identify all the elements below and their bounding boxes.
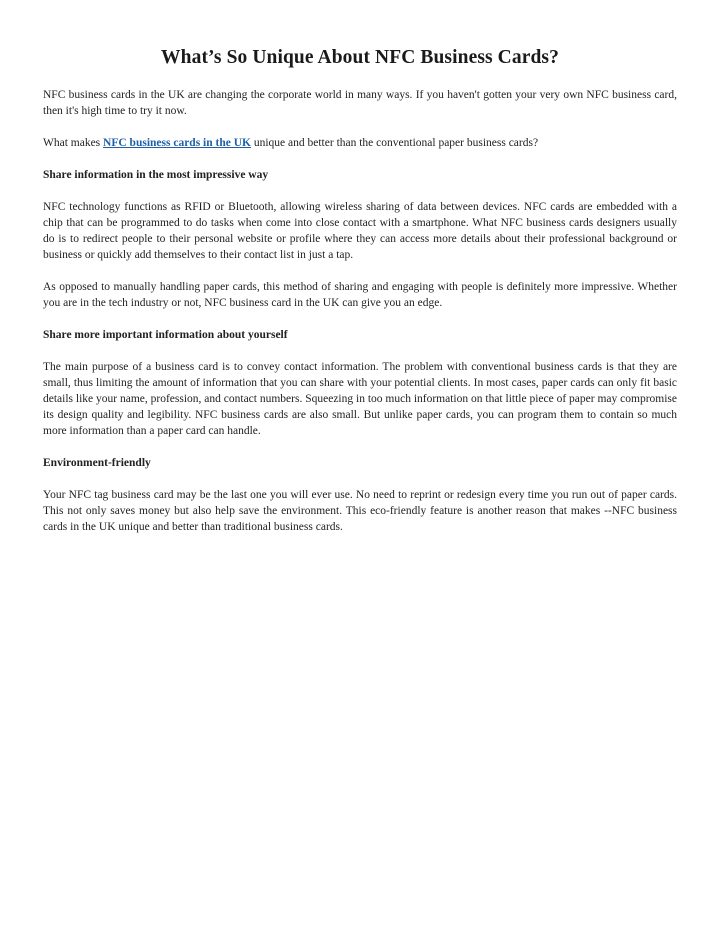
nfc-business-cards-link[interactable]: NFC business cards in the UK: [103, 137, 251, 149]
section-heading-environment: Environment-friendly: [43, 457, 151, 469]
page-title: What’s So Unique About NFC Business Cards?: [161, 47, 559, 68]
section-paragraph-main-purpose: The main purpose of a business card is to convey contact information. The problem with conventional business cards is that they are small, thus limiting the amount of information that you can share with your potential clients. In most cases, paper cards can only fit basic details like your name, profession, and contact numbers. Squeezing in too much information on that little piece of paper may compromise its design quality and legibility. NFC business cards are also small. But unlike paper cards, you can program them to contain so much more information than a paper card can handle.: [43, 361, 677, 437]
section-paragraph-nfc-technology: NFC technology functions as RFID or Bluetooth, allowing wireless sharing of data between devices. NFC cards are embedded with a chip that can be programmed to do tasks when come into close contact with a smartphone. What NFC business cards designers usually do is to redirect people to their personal website or profile where they can access more details about their professional background or business or quickly add themselves to their contact list in just a tap.: [43, 201, 677, 261]
section-paragraph-eco-friendly: Your NFC tag business card may be the last one you will ever use. No need to reprint or redesign every time you run out of paper cards. This not only saves money but also help save the environment. This eco-friendly feature is another reason that makes --NFC business cards in the UK unique and better than traditional business cards.: [43, 489, 677, 533]
intro-question-paragraph: [43, 135, 677, 151]
document-page: [43, 0, 677, 535]
section-heading-share-more: Share more important information about yourself: [43, 329, 288, 341]
intro-paragraph: NFC business cards in the UK are changing the corporate world in many ways. If you haven't gotten your very own NFC business card, then it's high time to try it now.: [43, 89, 677, 117]
intro-question-prefix: What makes: [43, 137, 104, 149]
section-heading-share-impressive: Share information in the most impressive way: [43, 169, 269, 181]
section-paragraph-manual-handling: As opposed to manually handling paper cards, this method of sharing and engaging with people is definitely more impressive. Whether you are in the tech industry or not, NFC business card in the UK can give you an edge.: [43, 281, 677, 309]
intro-question-suffix: unique and better than the conventional paper business cards?: [250, 137, 539, 149]
